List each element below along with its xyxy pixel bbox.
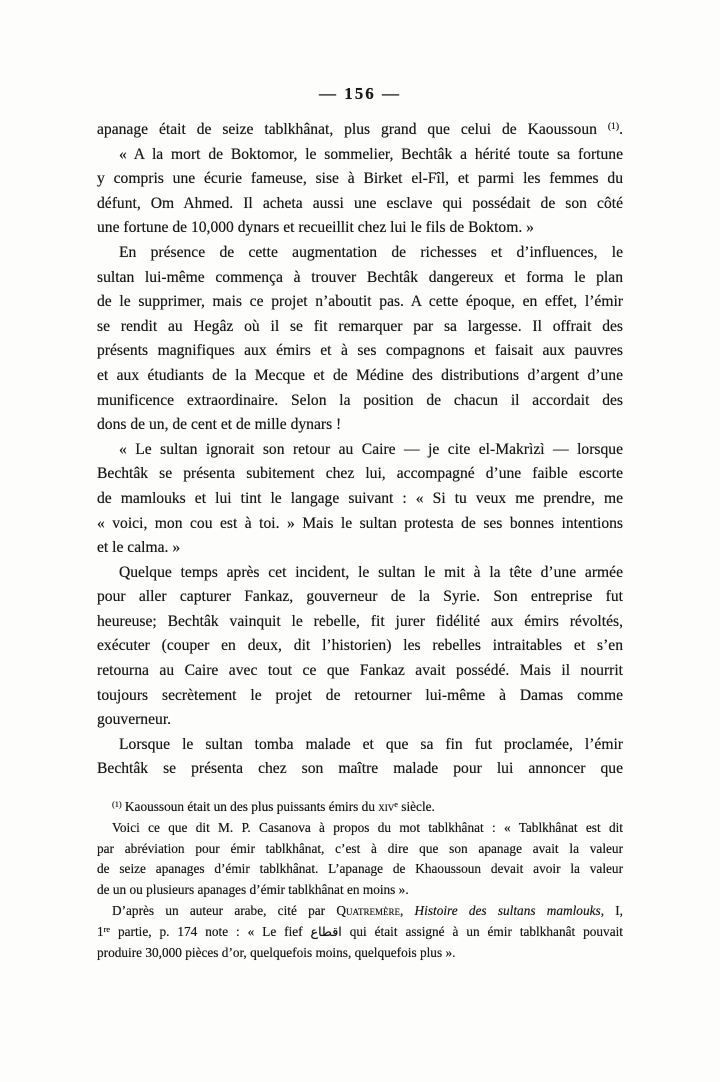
text-line: munificence extraordinaire. Selon la position de chacun il accordait des: [97, 391, 623, 409]
text-line: Bechtâk se présenta chez son maître malade pour lui annoncer que: [97, 760, 623, 778]
text-line: Voici ce que dit M. P. Casanova à propos du mot tablkhânat : « Tablkhânat est dit: [112, 819, 623, 835]
text-line: sultan lui-même commença à trouver Bechtâk dangereux et forma le plan: [97, 268, 623, 286]
text-line: Lorsque le sultan tomba malade et que sa fin fut proclamée, l’émir: [119, 735, 623, 753]
text-line: et le calma. »: [97, 539, 181, 557]
text-line: de le supprimer, mais ce projet n’aboutit pas. A cette époque, en effet, l’émir: [97, 293, 623, 311]
text-line: exécuter (couper en deux, dit l’historien) les rebelles intraitables et s’en: [97, 637, 623, 655]
page-number: — 156 —: [319, 84, 401, 103]
text-line: de un ou plusieurs apanages d’émir tablkhânat en moins ».: [97, 882, 409, 898]
text-line: 1re partie, p. 174 note : « Le fief اقطاع qui était assigné à un émir tablkhanât pouvait: [97, 923, 623, 939]
text-line: « Le sultan ignorait son retour au Caire — je cite el-Makrìzì — lorsque: [119, 440, 623, 458]
text-line: retourna au Caire avec tout ce que Fankaz avait possédé. Mais il nourrit: [97, 662, 623, 680]
text-line: une fortune de 10,000 dynars et recueillit chez lui le fils de Boktom. »: [97, 219, 534, 237]
superscript-text: e: [394, 799, 398, 809]
styled-text: xiv: [378, 799, 395, 814]
text-line: Bechtâk se présenta subitement chez lui, accompagné d’une faible escorte: [97, 465, 623, 483]
text-line: $^{(1)}$ Kaoussoun était un des plus puissants émirs du xiv$^e$ siècle.: [112, 799, 435, 814]
text-line: gouverneur.: [97, 711, 172, 729]
text-line: D’après un auteur arabe, cité par Quatremère, Histoire des sultans mamlouks, I,: [112, 902, 624, 918]
text-line: Quelque temps après cet incident, le sultan le mit à la tête d’une armée: [119, 563, 623, 581]
text-line: par abréviation pour émir tablkhânat, c’est à dire que son apanage avait la valeur: [97, 840, 623, 856]
text-line: pour aller capturer Fankaz, gouverneur de la Syrie. Son entreprise fut: [97, 588, 623, 606]
text-line: se rendit au Hegâz où il se fit remarquer par sa largesse. Il offrait des: [97, 317, 623, 335]
text-line: « A la mort de Boktomor, le sommelier, Bechtâk a hérité toute sa fortune: [119, 145, 623, 163]
text-line: dons de un, de cent et de mille dynars !: [97, 416, 342, 434]
text-line: y compris une écurie fameuse, sise à Birket el-Fîl, et parmi les femmes du: [97, 170, 623, 188]
text-line: « voici, mon cou est à toi. » Mais le sultan protesta de ses bonnes intentions: [97, 514, 623, 532]
text-line: et aux étudiants de la Mecque et de Médine des distributions d’argent d’une: [97, 366, 623, 384]
text-line: de seize apanages d’émir tablkhânat. L’apanage de Khaoussoun devait avoir la valeur: [97, 861, 623, 877]
text-line: En présence de cette augmentation de richesses et d’influences, le: [119, 243, 623, 261]
styled-text: Histoire des sultans mamlouks: [414, 902, 601, 918]
superscript-text: (1): [112, 799, 122, 809]
superscript-text: re: [103, 924, 111, 934]
text-line: de mamlouks et lui tint le langage suivant : « Si tu veux me prendre, me: [97, 489, 623, 507]
text-line: toujours secrètement le projet de retourner lui-même à Damas comme: [97, 686, 623, 704]
text-line: heureuse; Bechtâk vainquit le rebelle, fit jurer fidélité aux émirs révoltés,: [97, 612, 623, 630]
footnote-section: [97, 797, 623, 963]
text-line: apanage était de seize tablkhânat, plus grand que celui de Kaoussoun $^{(1)}$.: [97, 121, 623, 138]
styled-text: Quatremère: [336, 902, 400, 918]
superscript-text: (1): [607, 121, 620, 133]
text-line: produire 30,000 pièces d’or, quelquefois moins, quelquefois plus ».: [97, 944, 456, 960]
body-text: [97, 118, 623, 782]
styled-text: اقطاع: [310, 923, 342, 939]
text-line: défunt, Om Ahmed. Il acheta aussi une esclave qui possédait de son côté: [97, 194, 623, 212]
text-line: présents magnifiques aux émirs et à ses compagnons et faisait aux pauvres: [97, 342, 623, 360]
